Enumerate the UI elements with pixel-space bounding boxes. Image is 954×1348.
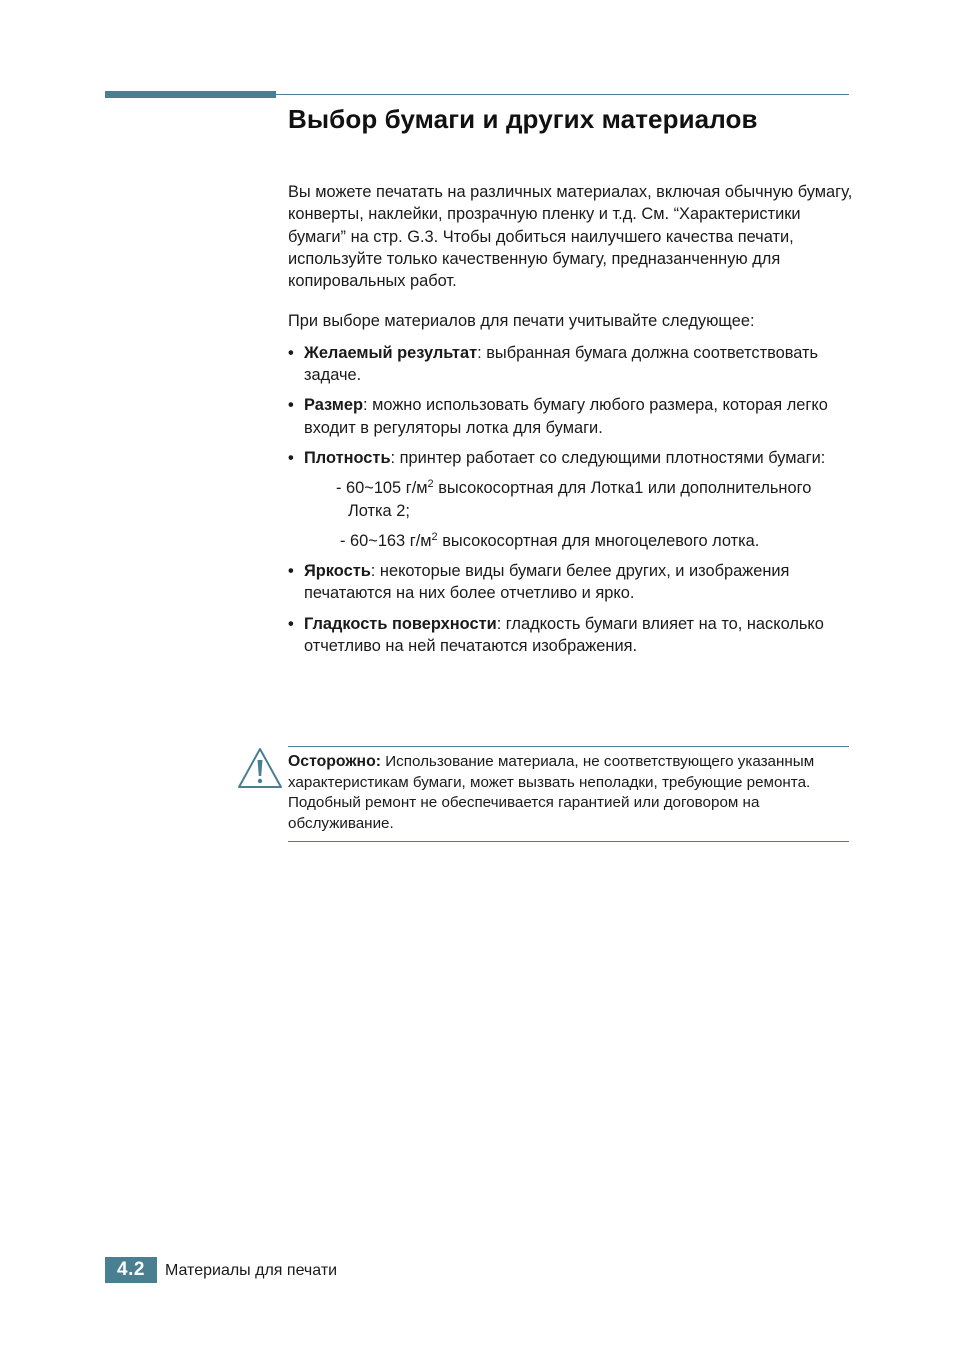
bullet-text: : принтер работает со следующими плотностями бумаги: [390, 448, 826, 467]
intro-paragraph: Вы можете печатать на различных материалах, включая обычную бумагу, конверты, наклейки, прозрачную пленку и т.д. См. “Характеристики бумаги” на стр. G.3. Чтобы добиться наилучшего качества печати, используйте только качественную бумагу, предназанченную для копировальных работ. [288, 183, 853, 291]
weight-sup: 2 [431, 530, 438, 543]
bullet-dot: • [288, 343, 294, 362]
bullet-text: : выбранная бумага должна соответствовать задаче. [304, 343, 819, 385]
warning-triangle-icon [236, 746, 284, 790]
header-accent-bar [105, 91, 276, 98]
footer-section-title: Материалы для печати [165, 1262, 338, 1279]
bullet-text: : можно использовать бумагу любого размера, которая легко входит в регуляторы лотка для бумаги. [304, 396, 828, 437]
main-content [288, 181, 853, 665]
weight-item [300, 477, 853, 522]
bullet-item [288, 342, 853, 387]
weight-prefix: - 60~163 г/м [340, 531, 432, 550]
page-title: Выбор бумаги и других материалов [288, 104, 758, 134]
bullet-text: : некоторые виды бумаги белее других, и изображения печатаются на них более отчетливо и ярко. [304, 562, 790, 603]
bullet-item [288, 613, 853, 658]
bullet-item [288, 394, 853, 439]
bullet-dot: • [288, 614, 294, 633]
header-rule [276, 94, 849, 95]
bullet-item [288, 447, 853, 469]
caution-label: Осторожно: [288, 753, 381, 770]
weight-suffix: высокосортная для многоцелевого лотка. [437, 531, 760, 550]
bullet-dot: • [288, 562, 294, 581]
weight-sup: 2 [427, 478, 434, 491]
bullet-term: Желаемый результат [304, 343, 478, 362]
caution-body: Использование материала, не соответствующего указанным характеристикам бумаги, может вызвать неполадки, требующие ремонта. Подобный ремонт не обеспечивается гарантией или договором на обслуживание. [288, 753, 815, 832]
bullet-dot: • [288, 448, 294, 467]
bullet-term: Яркость [304, 562, 371, 581]
bullet-term: Гладкость поверхности [304, 614, 497, 633]
bullet-item [288, 560, 853, 605]
bullet-term: Плотность [304, 448, 391, 467]
weight-prefix: - 60~105 г/м [336, 479, 428, 498]
caution-rule-top [288, 746, 849, 747]
weight-suffix: высокосортная для Лотка1 или дополнительного Лотка 2; [348, 479, 812, 520]
bullet-text: : гладкость бумаги влияет на то, насколько отчетливо на ней печатаются изображения. [304, 614, 824, 656]
page-number: 4.2 [105, 1257, 157, 1283]
bullet-dot: • [288, 396, 294, 415]
caution-note [288, 752, 850, 834]
caution-rule-bottom [288, 841, 849, 842]
weight-item [288, 530, 853, 552]
selection-intro: При выборе материалов для печати учитывайте следующее: [288, 312, 755, 331]
bullet-term: Размер [304, 396, 364, 415]
